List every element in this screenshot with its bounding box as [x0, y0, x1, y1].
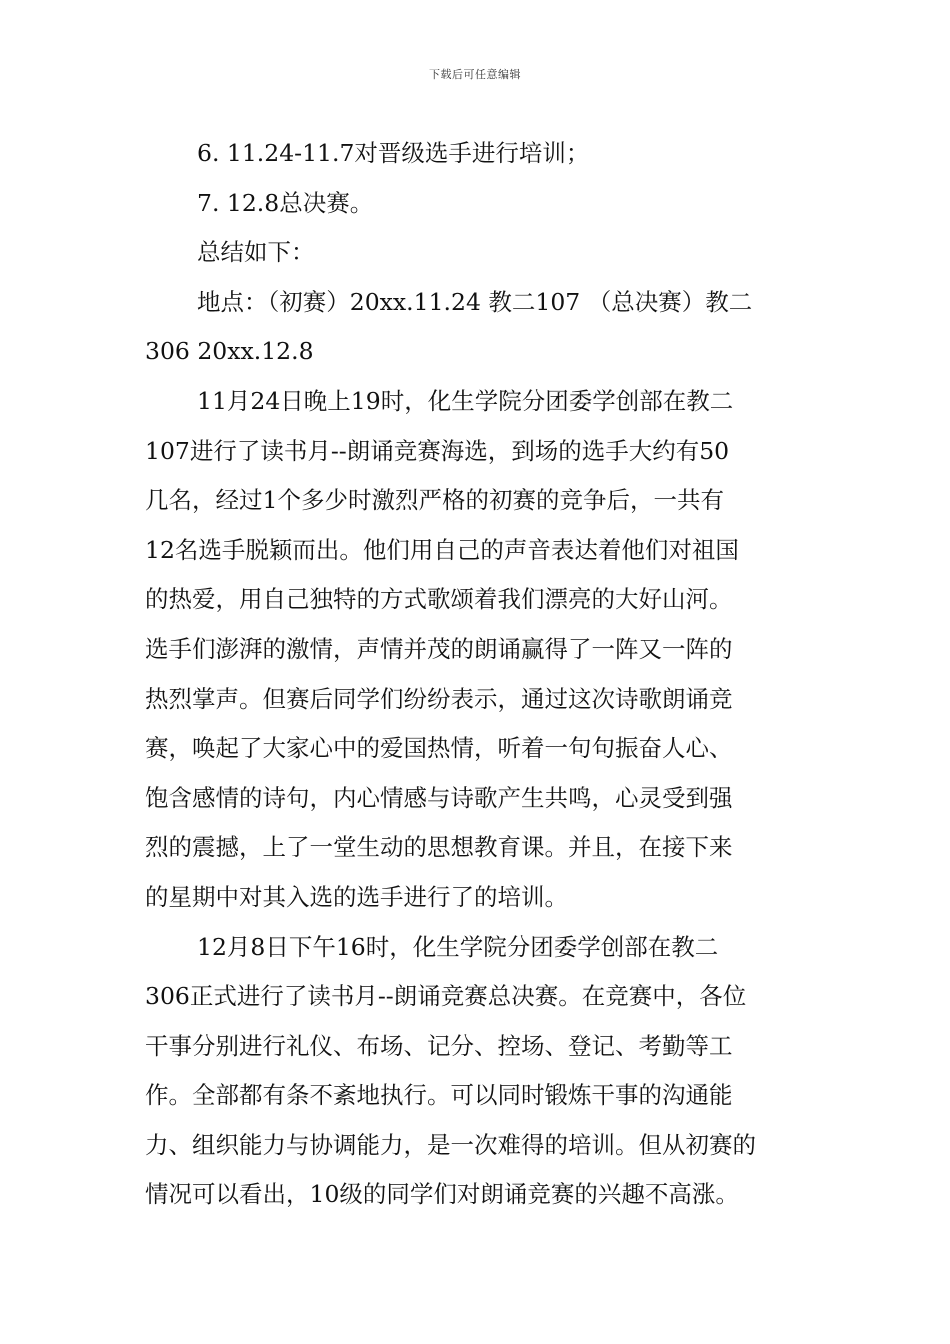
paragraph-2-line: 力、组织能力与协调能力，是一次难得的培训。但从初赛的 — [145, 1130, 756, 1159]
paragraph-1-line: 烈的震撼，上了一堂生动的思想教育课。并且，在接下来 — [145, 833, 733, 862]
location-line-continued: 306 20xx.12.8 — [145, 337, 314, 366]
list-item-6: 6. 11.24-11.7对晋级选手进行培训； — [197, 139, 590, 167]
paragraph-1-line: 赛，唤起了大家心中的爱国热情，听着一句句振奋人心、 — [145, 734, 733, 763]
page-header: 下载后可任意编辑 — [429, 68, 521, 81]
paragraph-1-line: 11月24日晚上19时，化生学院分团委学创部在教二 — [197, 386, 734, 415]
paragraph-1-line: 107进行了读书月--朗诵竞赛海选，到场的选手大约有50 — [145, 436, 730, 465]
document-body — [145, 129, 807, 1220]
paragraph-1-line: 的热爱，用自己独特的方式歌颂着我们漂亮的大好山河。 — [145, 585, 733, 614]
paragraph-2-line: 情况可以看出，10级的同学们对朗诵竞赛的兴趣不高涨。 — [145, 1180, 739, 1209]
paragraph-1-line: 12名选手脱颖而出。他们用自己的声音表达着他们对祖国 — [145, 535, 739, 564]
paragraph-1-line: 的星期中对其入选的选手进行了的培训。 — [145, 882, 568, 911]
paragraph-1-line: 几名，经过1个多少时激烈严格的初赛的竞争后，一共有 — [145, 486, 724, 515]
location-line: 地点：（初赛）20xx.11.24 教二107 （总决赛）教二 — [197, 287, 753, 316]
list-item-7: 7. 12.8总决赛。 — [197, 188, 374, 217]
paragraph-2-line: 作。全部都有条不紊地执行。可以同时锻炼干事的沟通能 — [145, 1081, 733, 1110]
paragraph-2-line: 干事分别进行礼仪、布场、记分、控场、登记、考勤等工 — [145, 1031, 733, 1060]
paragraph-2-line: 12月8日下午16时，化生学院分团委学创部在教二 — [197, 932, 719, 961]
paragraph-2-line: 306正式进行了读书月--朗诵竞赛总决赛。在竞赛中，各位 — [145, 982, 747, 1011]
paragraph-1-line: 饱含感情的诗句，内心情感与诗歌产生共鸣，心灵受到强 — [145, 783, 733, 812]
paragraph-1-line: 选手们澎湃的激情，声情并茂的朗诵赢得了一阵又一阵的 — [145, 634, 733, 663]
summary-heading: 总结如下： — [197, 238, 315, 267]
paragraph-1-line: 热烈掌声。但赛后同学们纷纷表示，通过这次诗歌朗诵竞 — [145, 684, 733, 713]
